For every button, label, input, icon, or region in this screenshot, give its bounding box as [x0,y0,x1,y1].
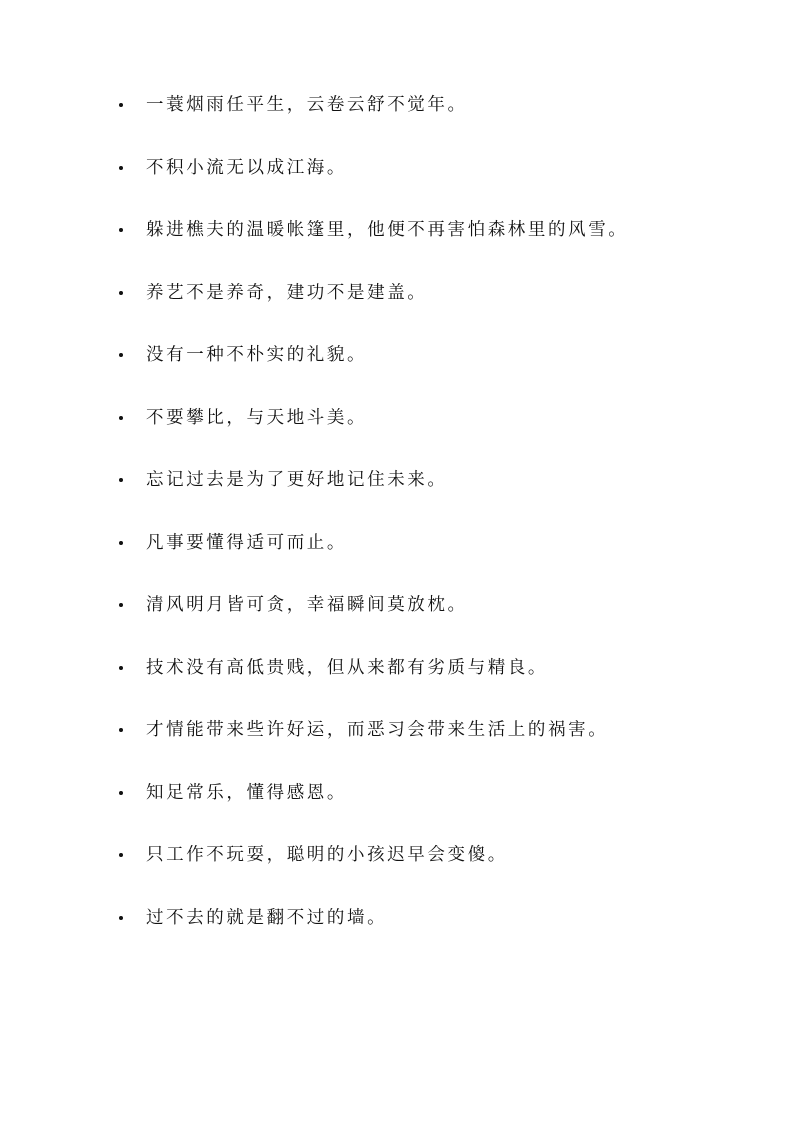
list-item [119,468,759,531]
bullet-icon [119,228,123,232]
list-item [119,906,759,969]
bullet-icon [119,541,123,545]
list-item [119,781,759,844]
list-item [119,843,759,906]
list-item-text: 凡事要懂得适可而止。 [146,532,347,553]
bullet-icon [119,791,123,795]
quote-list [119,93,759,968]
list-item-text: 不要攀比，与天地斗美。 [146,407,368,428]
bullet-icon [119,166,123,170]
list-item [119,593,759,656]
list-item-text: 清风明月皆可贪，幸福瞬间莫放枕。 [146,595,468,615]
list-item [119,156,759,219]
list-item [119,406,759,469]
list-item-text: 技术没有高低贵贱，但从来都有劣质与精良。 [146,657,548,678]
list-item-text: 忘记过去是为了更好地记住未来。 [146,470,448,490]
list-item [119,93,759,156]
bullet-icon [119,103,123,107]
list-item-text: 养艺不是养奇，建功不是建盖。 [146,282,428,303]
list-item-text: 没有一种不朴实的礼貌。 [146,345,368,365]
list-item-text: 知足常乐，懂得感恩。 [146,782,347,803]
bullet-icon [119,916,123,920]
bullet-icon [119,478,123,482]
list-item-text: 躲进樵夫的温暖帐篷里，他便不再害怕森林里的风雪。 [146,220,629,240]
bullet-icon [119,728,123,732]
list-item-text: 一蓑烟雨任平生，云卷云舒不觉年。 [146,95,468,115]
bullet-icon [119,853,123,857]
bullet-icon [119,416,123,420]
bullet-icon [119,291,123,295]
list-item [119,343,759,406]
list-item [119,718,759,781]
list-item [119,531,759,594]
list-item-text: 不积小流无以成江海。 [146,157,347,178]
list-item-text: 才情能带来些许好运，而恶习会带来生活上的祸害。 [146,720,609,740]
list-item [119,656,759,719]
list-item [119,218,759,281]
bullet-icon [119,353,123,357]
list-item-text: 只工作不玩耍，聪明的小孩迟早会变傻。 [146,845,508,865]
list-item [119,281,759,344]
bullet-icon [119,666,123,670]
list-item-text: 过不去的就是翻不过的墙。 [146,907,388,928]
bullet-icon [119,603,123,607]
